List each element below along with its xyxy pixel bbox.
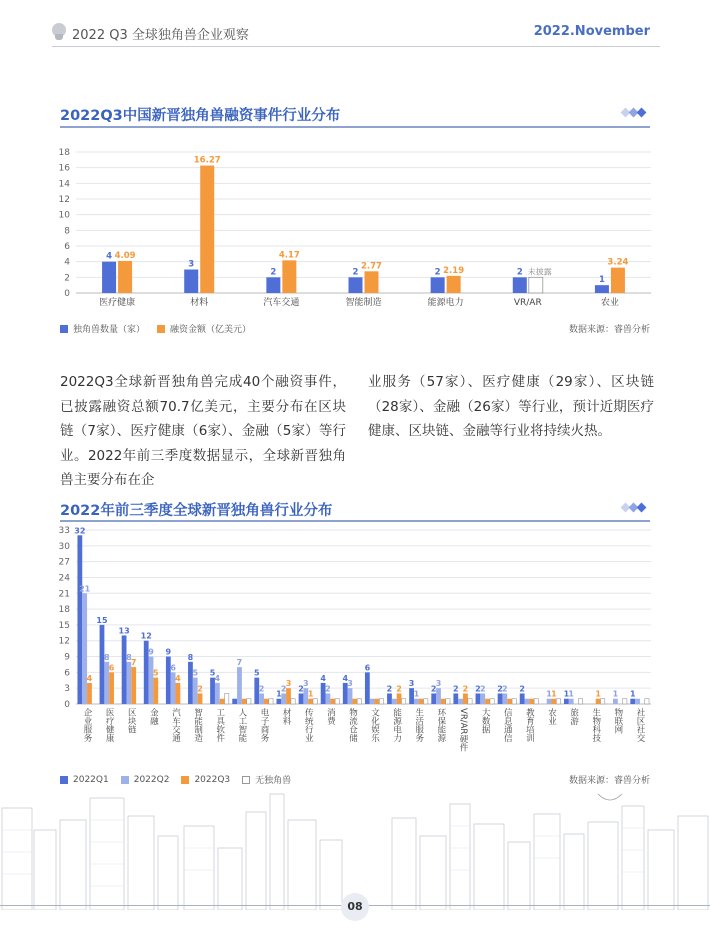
data-label: 2.19 [443,265,465,276]
bar [498,693,503,704]
data-label: 3 [285,679,292,689]
x-tick-label: 医疗健康 [99,298,136,308]
legend-label: 无独角兽 [255,776,292,786]
y-tick-label: 27 [58,557,70,568]
bar [100,625,105,704]
bar [131,667,136,704]
bar [611,268,625,293]
data-label: 4 [86,673,93,683]
data-label: 9 [165,647,172,657]
no-unicorn-bar [512,699,516,704]
paragraph-right: 业服务（57家）、医疗健康（29家）、区块链（28家）、金融（26家）等行业，预计近期医疗健康、区块链、金融等行业将持续火热。 [368,374,654,439]
data-label: 2 [434,267,441,278]
bar [220,699,225,704]
y-tick-label: 10 [58,210,70,221]
bar [276,699,281,704]
bar [596,699,601,704]
legend-swatch [242,776,250,784]
no-unicorn-bar [645,699,649,704]
diamond-dots-icon [622,503,650,513]
y-tick-label: 14 [58,179,70,190]
data-label: 2 [497,684,503,694]
data-label: 6 [364,663,371,673]
y-tick-label: 12 [58,195,70,205]
undisclosed-bar [529,277,543,293]
bar [122,635,127,704]
bar [149,657,154,704]
data-label: 12 [140,631,152,641]
no-unicorn-bar [424,699,428,704]
bar [547,699,552,704]
x-tick-label: 金融 [148,708,159,725]
data-label: 4 [342,673,349,683]
bar [447,276,461,293]
y-tick-label: 8 [64,226,70,237]
bar [365,271,379,293]
data-label: 3 [347,679,353,689]
paragraph-left: 2022Q3全球新晋独角兽完成40个融资事件，已披露融资总额70.7亿美元，主要分布在区块链（7家）、医疗健康（6家）、金融（5家）等行业。2022年前三季度数据显示，全球新晋独角兽主要分布在企 [60,374,346,488]
data-label: 2 [270,267,277,278]
no-unicorn-bar [446,699,450,704]
data-label: 8 [126,652,132,662]
bar [215,683,220,704]
legend-label: 2022Q1 [73,774,109,785]
bar [109,672,114,704]
x-tick-label: 企业服务 [82,708,93,742]
bar [431,277,445,293]
legend-item-none [242,773,291,786]
bar [635,699,640,704]
bar [82,593,87,704]
bar [613,699,618,704]
bar [564,699,569,704]
data-label: 4 [214,673,221,683]
x-tick-label: 农业 [600,298,619,308]
x-tick-label: 区块链 [126,708,137,734]
page-number: 08 [341,893,369,921]
no-unicorn-bar [291,699,295,704]
bar [348,688,353,704]
y-tick-label: 16 [58,163,70,174]
data-label: 1 [551,689,557,699]
bar [507,699,512,704]
legend-swatch [157,325,165,333]
x-tick-label: VR/AR [513,298,542,308]
y-tick-label: 9 [64,652,70,663]
data-label: 2 [462,684,469,694]
no-unicorn-bar [269,699,273,704]
x-tick-label: 物流仓储 [347,708,358,742]
legend-label: 2022Q3 [194,774,231,785]
bar [352,699,357,704]
bar [375,699,380,704]
bar [176,683,181,704]
bar [102,262,116,293]
data-label: 9 [148,647,154,657]
data-label: 2 [479,684,486,694]
no-unicorn-bar [468,699,472,704]
legend-item-q1 [60,775,109,785]
bar [595,285,609,293]
x-tick-label: 旅游 [568,708,579,725]
bar [184,270,198,294]
x-tick-label: 消费 [325,708,336,725]
legend-item-amount [157,322,251,335]
header-divider [52,46,660,47]
bar [630,699,635,704]
no-unicorn-bar [623,699,627,704]
data-label: 4.09 [114,250,136,261]
x-tick-label: 材料 [281,708,292,725]
data-label: 6 [108,663,115,673]
data-label: 2 [258,684,265,694]
x-tick-label: 传统行业 [303,708,314,742]
data-label: 2 [197,684,203,694]
data-label: 16.27 [193,155,221,166]
no-unicorn-bar [556,699,560,704]
data-label: 5 [192,668,199,678]
bar [392,699,397,704]
data-label: 15 [96,615,108,625]
no-unicorn-bar [401,699,405,704]
city-skyline-illustration [0,790,710,910]
data-label: 1 [598,275,605,286]
y-tick-label: 2 [64,273,70,284]
chart1-source: 数据来源：睿兽分析 [568,325,650,335]
x-tick-label: 人工智能 [236,708,247,742]
report-title: 2022 Q3 全球独角兽企业观察 [72,28,249,43]
bar [397,693,402,704]
bar [87,683,92,704]
data-label: 2 [516,267,523,278]
bar [480,693,485,704]
report-date: 2022.November [533,24,650,39]
legend-item-q3 [181,775,230,785]
bar [463,693,468,704]
data-label: 2 [453,684,459,694]
x-tick-label: 智能制造 [345,298,382,308]
data-label: 1 [629,689,636,699]
legend-swatch [181,776,189,784]
x-tick-label: 能源电力 [427,298,464,308]
y-tick-label: 0 [64,289,70,299]
bar [529,699,534,704]
y-tick-label: 30 [58,541,70,552]
bar [365,672,370,704]
x-tick-label: 生物科技 [590,708,601,742]
data-label: 3 [188,259,195,270]
data-label: 3 [303,679,309,689]
legend-item-q2 [121,775,170,785]
bar [476,693,481,704]
chart1-title-rule [60,126,650,128]
legend-item-count [60,322,145,335]
x-tick-label: 工具软件 [214,708,225,742]
no-unicorn-bar [357,699,361,704]
data-label: 4 [106,251,113,262]
y-tick-label: 18 [58,148,70,158]
data-label: 1 [612,689,619,699]
bar [520,693,525,704]
data-label: 2 [502,684,508,694]
bar [281,693,286,704]
data-label: 1 [276,689,282,699]
no-unicorn-bar [313,699,317,704]
data-label: 1 [413,689,420,699]
data-label: 2 [386,684,393,694]
legend-swatch [60,325,68,333]
data-label: 2 [325,684,331,694]
bar [259,693,264,704]
x-tick-label: 智能制造 [192,708,203,742]
x-tick-label: 社区社交 [634,708,645,742]
y-tick-label: 18 [58,605,70,616]
data-label: 2 [396,684,402,694]
y-tick-label: 21 [58,589,70,600]
bar [370,699,375,704]
bar [326,693,331,704]
x-tick-label: 汽车交通 [263,298,300,308]
logo-icon [52,23,66,37]
y-tick-label: 6 [64,668,70,679]
data-label: 8 [187,652,194,662]
bar [264,699,269,704]
bar [485,699,490,704]
data-label: 5 [153,668,159,678]
data-label: 7 [236,658,243,668]
x-tick-label: 文化娱乐 [369,708,380,742]
bar [77,535,82,704]
no-unicorn-bar [335,699,339,704]
no-unicorn-bar [601,699,605,704]
diamond-dots-icon [622,108,650,118]
data-label: 4.17 [278,250,300,261]
data-label: 1 [563,689,570,699]
x-tick-label: 农业 [546,708,557,725]
no-unicorn-bar [578,699,582,704]
data-label: 3 [408,679,415,689]
bar [551,699,556,704]
data-label: 2 [298,684,304,694]
bar [387,693,392,704]
bar [458,699,463,704]
data-label: 1 [307,689,314,699]
data-label: 1 [568,689,574,699]
bar [200,166,214,293]
data-label: 7 [130,658,137,668]
y-tick-label: 6 [64,242,70,252]
legend-label: 独角兽数量（家） [73,325,146,335]
chart1 [56,140,656,315]
data-label: 13 [118,626,130,636]
data-label: 2.77 [361,261,382,272]
annotation-label: 未披露 [527,267,552,277]
bar [308,699,313,704]
x-tick-label: 大数据 [480,708,491,734]
chart1-legend [60,322,263,335]
bar [237,667,242,704]
legend-label: 2022Q2 [133,774,170,785]
y-tick-label: 15 [58,620,70,631]
bar [569,699,574,704]
bar [126,662,131,704]
data-label: 1 [546,689,552,699]
y-tick-label: 3 [64,684,70,695]
bar [453,693,458,704]
data-label: 2 [430,684,437,694]
bar [266,277,280,293]
bar [436,688,441,704]
bar [525,699,530,704]
x-tick-label: 能源电力 [391,708,402,742]
data-label: 8 [103,652,110,662]
x-tick-label: 医疗健康 [104,708,115,742]
data-label: 21 [79,584,91,594]
x-tick-label: 电子商务 [258,708,269,742]
data-label: 2 [352,267,359,278]
data-label: 2 [280,684,287,694]
bar [502,693,507,704]
chart2 [56,522,656,760]
x-tick-label: 材料 [190,298,209,308]
data-label: 2 [475,684,481,694]
bar [513,277,527,293]
data-label: 32 [74,526,86,536]
no-unicorn-bar [225,693,229,704]
legend-swatch [60,776,68,784]
x-tick-label: 物联网 [612,708,623,734]
page-header [0,0,710,48]
bar [441,699,446,704]
y-tick-label: 4 [64,257,70,268]
x-tick-label: 教育培训 [524,708,535,742]
data-label: 5 [253,668,260,678]
no-unicorn-bar [247,699,251,704]
chart2-title: 2022年前三季度全球新晋独角兽行业分布 [60,503,333,519]
bar [282,260,296,293]
chart1-title: 2022Q3中国新晋独角兽融资事件行业分布 [60,108,341,124]
legend-label: 融资金额（亿美元） [170,325,252,335]
data-label: 1 [595,689,601,699]
chart2-source: 数据来源：睿兽分析 [568,776,650,786]
bar [198,693,203,704]
bar [431,693,436,704]
bar [153,678,158,704]
no-unicorn-bar [534,699,538,704]
y-tick-label: 24 [58,573,70,584]
x-tick-label: 汽车交通 [170,708,181,742]
y-tick-label: 12 [58,636,70,647]
data-label: 4 [175,673,181,683]
x-tick-label: 生活服务 [413,708,424,742]
x-tick-label: VR/AR硬件 [458,708,469,752]
chart2-legend [60,773,303,786]
x-tick-label: 环保能源 [435,708,446,742]
bar [118,261,132,293]
y-tick-label: 33 [58,526,70,536]
data-label: 3.24 [607,257,629,268]
bar [349,277,363,293]
y-tick-label: 0 [64,700,70,710]
bar [414,699,419,704]
bar [232,699,237,704]
data-label: 3 [435,679,442,689]
bar [330,699,335,704]
no-unicorn-bar [490,699,494,704]
data-label: 5 [209,668,216,678]
data-label: 2 [519,684,525,694]
data-label: 4 [320,673,326,683]
bar [419,699,424,704]
x-tick-label: 信息通信 [502,708,513,742]
legend-swatch [121,776,129,784]
bar [286,688,291,704]
no-unicorn-bar [379,699,383,704]
data-label: 6 [170,663,176,673]
bar [299,693,304,704]
bar [242,699,247,704]
